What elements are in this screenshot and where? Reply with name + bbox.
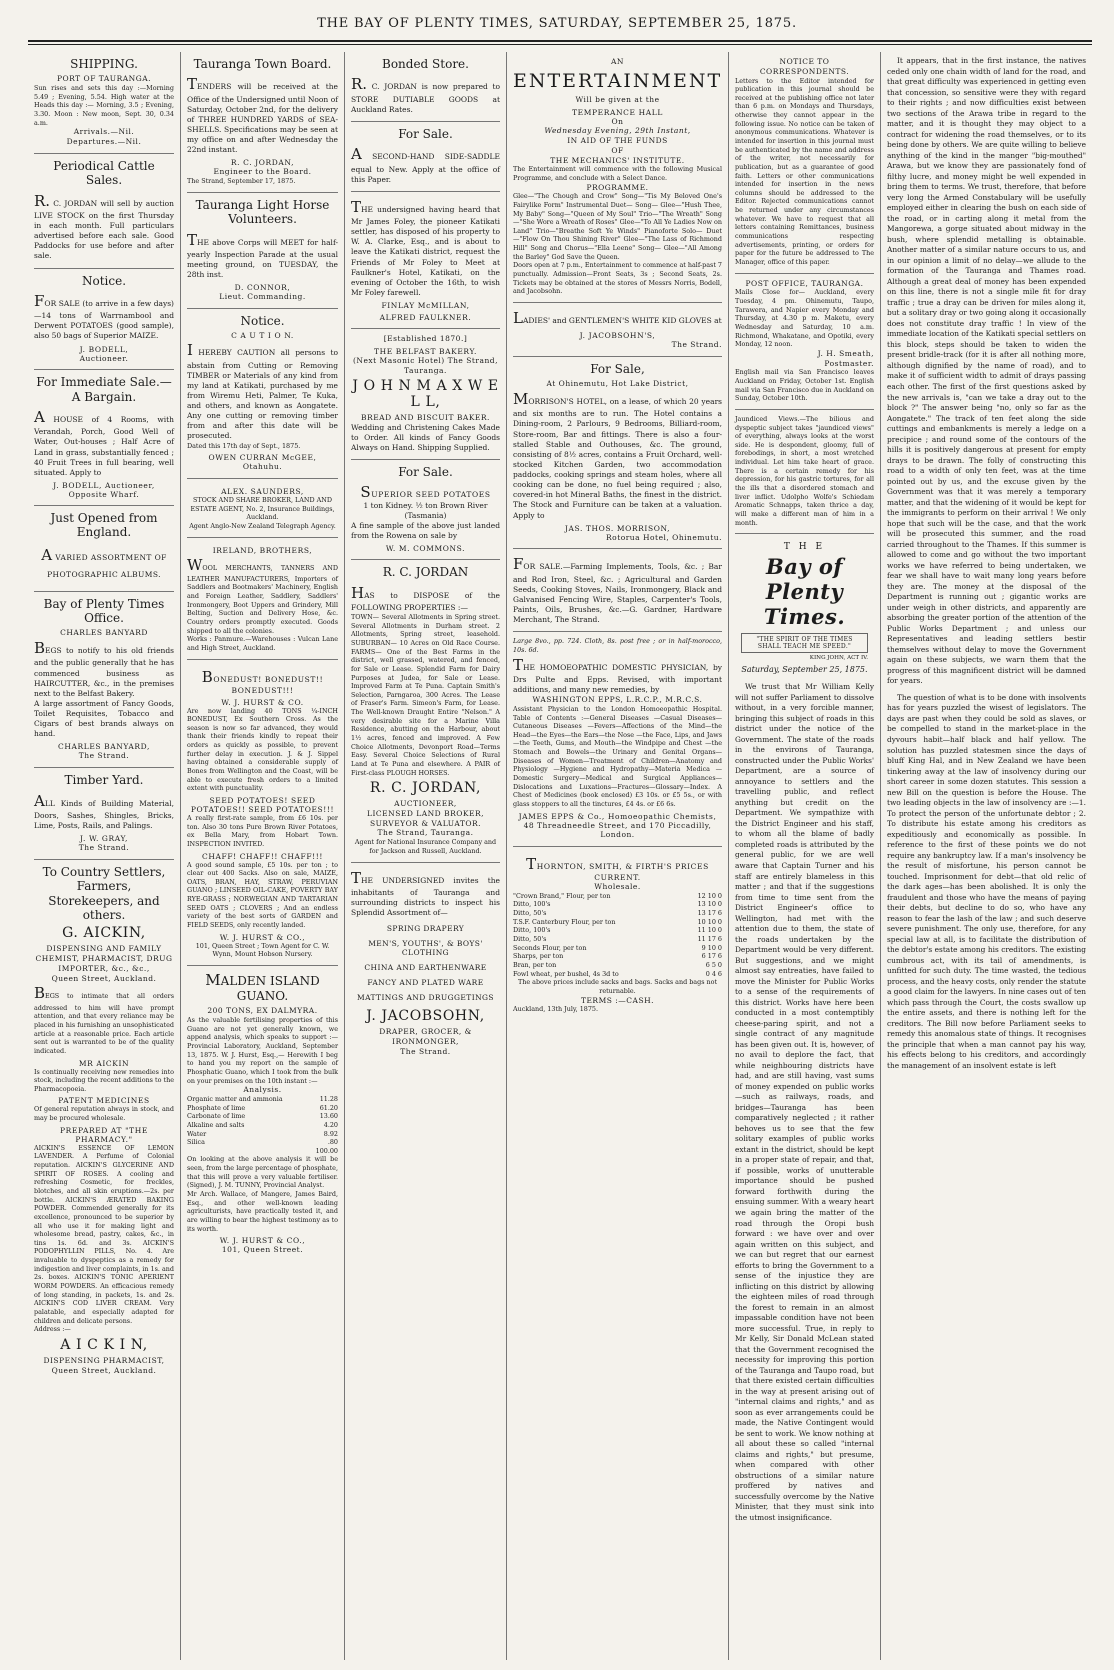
row-label: Silica [187, 1138, 205, 1147]
potatoes-sale-heading: For Sale. [398, 465, 453, 480]
price-row [513, 935, 722, 944]
light-horse-ad [187, 193, 338, 309]
homoeopathic-ad [513, 632, 722, 847]
entertainment-doors: Doors open at 7 p.m., Entertainment to commence at half-past 7 punctually. Admission—Front Seats, 3s ; Second Seats, 2s. Tickets may be obtained at the stores of Messrs Norris, Bodell, and Jacobsohn. [513, 261, 722, 296]
board-date: The Strand, September 17, 1875. [187, 177, 296, 186]
aickin-footer: A I C K I N, [60, 1336, 148, 1353]
saunders-body: STOCK AND SHARE BROKER, LAND AND ESTATE AGENT, No. 2, Insurance Buildings, Auckland. [190, 495, 335, 522]
row-value: 11.28 [319, 1094, 338, 1103]
row-label: Phosphate of lime [187, 1103, 246, 1112]
post-office-notice [735, 274, 874, 410]
epps-address: 48 Threadneedle Street, and 170 Piccadilly, London. [523, 820, 712, 840]
banyard-address: The Strand. [78, 751, 130, 761]
row-label: Ditto, 50's [513, 935, 547, 944]
patent-body: Of general reputation always in stock, and may be procured wholesale. [34, 1105, 174, 1123]
guano-subheading: 200 TONS, EX DALMYRA. [207, 1006, 318, 1016]
price-row [513, 900, 722, 909]
guano-body-2: On looking at the above analysis it will be seen, from the large percentage of phosphate, that this will prove a very valuable fertiliser. (Signed), J. M. TUNNY, Provincial Analyst. [187, 1155, 338, 1190]
foley-signature-2: ALFRED FAULKNER. [379, 313, 472, 323]
jacobsohn-lead: THE UNDERSIGNED invites the inhabitants of Tauranga and surrounding districts to inspect his Splendid Assortment of— [351, 868, 500, 918]
gardner-ad [513, 549, 722, 632]
row-value: 8.92 [323, 1129, 338, 1138]
jordan-trade: AUCTIONEER, [394, 799, 457, 809]
analysis-row [187, 1112, 338, 1121]
aickin-footer-trade: DISPENSING PHARMACIST, [43, 1355, 165, 1365]
saunders-agent: Agent Anglo-New Zealand Telegraph Agency. [189, 521, 336, 530]
row-value: 6 5 0 [705, 960, 722, 969]
post-office-signature-title: Postmaster. [824, 358, 874, 368]
editorial-date: Saturday, September 25, 1875. [741, 665, 868, 675]
analysis-label: Analysis. [243, 1085, 282, 1095]
thornton-subheading: Wholesale. [594, 882, 641, 892]
editorial-motto: "THE SPIRIT OF THE TIMES SHALL TEACH ME SPEED." [741, 633, 868, 653]
immediate-body: A HOUSE of 4 Rooms, with Verandah, Porch, Good Well of Water, Out-houses ; Half Acre of Land in grass, substantially fenced ; 40 Fruit Trees in full bearing, well situated. Apply to [34, 408, 174, 477]
entertainment-of: OF [611, 145, 624, 155]
insolvency-paragraph: The question of what is to be done with insolvents has for years puzzled the wisest of legislators. The days are past when they could be sold as slaves, or be compelled to stand in the market-place in the dyvours habit—half black and half yellow. The solution has puzzled statesmen since the days of bluff King Hal, and in New Zealand we have been tinkering away at the law of insolvency during our short career in some dozen statutes. This session a new Bill on the question is before the House. The two leading objects in the law of insolvency are :—1. To protect the person of the unfortunate debtor ; 2. To distribute his estate among his creditors as expeditiously and economically as possible. In reference to the first of these points we do not require any bankruptcy law. If a man's insolvency be the result of misfortune, his person cannot be touched. Imprisonment for debt—that old relic of the dark ages—has been abolished. It is only the fraudulent and those who have the means of paying their debts, but decline to do so, who have any reason to fear the lash of the law ; and such deserve severe punishment. The only use, therefore, for any special law at all, is to facilitate the distribution of the debtor's estate among his creditors. The existing cumbrous act, with its tail of amendments, is unfitted for such duty. The time wasted, the tedious process, and the heavy costs, only render the statute a good claim for the lawyers. In nine cases out of ten which pass through the Court, the costs swallow up the entire assets, and there is nothing left for the creditors. The Bill now before Parliament seeks to remedy this anomalous state of things. It recognises the principle that when a man cannot pay his way, his effects belong to his creditors, and accordingly the management of an insolvent estate is left [887, 692, 1086, 1070]
jacobsohn-trade: DRAPER, GROCER, & IRONMONGER, [379, 1027, 472, 1046]
horse-heading: Tauranga Light Horse Volunteers. [195, 197, 330, 227]
board-heading: Tauranga Town Board. [193, 57, 332, 71]
seed-heading: SEED POTATOES! SEED POTATOES!! SEED POTATOES!!! [190, 795, 335, 814]
bakery-heading: THE BELFAST BAKERY. [373, 346, 478, 356]
column-2 [180, 52, 344, 1660]
editorial-attribution: KING JOHN, ACT IV. [809, 655, 868, 662]
running-head: THE BAY OF PLENTY TIMES, SATURDAY, SEPTEMBER 25, 1875. [317, 16, 797, 31]
price-row [513, 918, 722, 927]
maxwell-name: J O H N M A X W E L L, [352, 378, 499, 411]
programme-list: Glee—"The Chough and Crow" Song—"Tis My Beloved One's Fairylike Form" Instrumental Duet— Song— Glee—"Hush Thee, My Baby" Song—"Queen of My Soul" Trio—"The Wreath" Song—"She Wore a Wreath of Roses" Glee—"To All Ye Ladies Now on Land" Trio—"Breathe Soft Ye Winds" Pianoforte Solo— Duet—"Flow On Thou Shining River" Glee—"The Lass of Richmond Hill" Song and Chorus—"Ella Leene" Song— Glee—"All Among the Barley" God Save the Queen. [513, 192, 722, 261]
homoeopathic-author: WASHINGTON EPPS, L.R.C.P., M.R.C.S. [532, 695, 703, 705]
bonedust-heading: BONEDUST! BONEDUST!! BONEDUST!!! [201, 667, 324, 695]
timber-body: ALL Kinds of Building Material, Doors, Sashes, Shingles, Bricks, Lime, Posts, Rails, and Palings. [34, 791, 174, 830]
jacobsohn-item: FANCY AND PLATED WARE [367, 978, 484, 988]
row-label: Sharps, per ton [513, 952, 564, 961]
hotel-heading: For Sale, [590, 361, 645, 376]
maxwell-body: Wedding and Christening Cakes Made to Order. All kinds of Fancy Goods Always on Hand. Shipping Supplied. [351, 423, 500, 453]
office-heading: Bay of Plenty Times Office. [43, 596, 165, 626]
arrivals: Arrivals.—Nil. [73, 127, 135, 137]
row-value: 10 10 0 [697, 917, 722, 926]
row-label: Ditto, 100's [513, 900, 551, 909]
caution-date: Dated this 17th day of Sept., 1875. [187, 441, 301, 450]
entertainment-heading: ENTERTAINMENT [513, 69, 723, 92]
entertainment-ad [513, 52, 722, 303]
post-office-signature: J. H. Smeath, [817, 348, 874, 358]
bakery-established: [Established 1870.] [383, 334, 468, 344]
entertainment-institute: THE MECHANICS' INSTITUTE. [550, 155, 685, 165]
ireland-body: WOOL MERCHANTS, TANNERS AND LEATHER MANUFACTURERS, Importers of Saddlers and Bootmakers' Machinery, English and Foreign Leather, Saddlery, Saddlers' Ironmongery, Boot Uppers and Grindery, Mill Belting, Suction and Delivery Hose, &c. Country orders promptly executed. Goods shipped to all the colonies. [187, 555, 338, 635]
immediate-sale-ad [34, 370, 174, 506]
horse-signature-title: Lieut. Commanding. [219, 292, 306, 302]
homoeopathic-lead: Large 8vo., pp. 724. Cloth, 8s. post free ; or in half-morocco, 10s. 6d. [513, 637, 722, 654]
hurst-body: Are now landing 40 TONS ¼-INCH BONEDUST, Ex Southern Cross. As the season is now so far advanced, they would thank their friends kindly to repeat their orders as quickly as possible, to prevent further delay in execution. J. & J. Sippel having obtained a considerable supply of Bones from Wellington and the Coast, will be able to execute fresh orders to a limited extent with punctuality. [187, 706, 338, 793]
gloves-heading: LADIES' and GENTLEMEN'S WHITE KID GLOVES at [513, 308, 722, 327]
correspondents-body: Letters to the Editor intended for publication in this journal should be received at the publishing office not later than 6 p.m. on Mondays and Thursdays, otherwise they cannot appear in the following issue. No notice can be taken of anonymous communications. Whatever is intended for insertion in this journal must be authenticated by the name and address of the writer, not necessarily for publication, but as a guarantee of good faith. Letters or other communications intended for insertion in the news columns should be addressed to the Editor. Rejected communications cannot be returned under any circumstances whatever. We have to request that all letters containing Remittances, business communications respecting advertisements, printing, or orders for paper for the future be addressed to The Manager, office of this paper. [735, 76, 874, 266]
hotel-sale-ad [513, 357, 722, 550]
homoeopathic-body: Assistant Physician to the London Homoeopathic Hospital. Table of Contents :—General Diseases —Casual Diseases—Cutaneous Diseases —Fevers—Affections of the Mind—the Head—the Eyes—the Ears—the Nose —the Face, Lips, and Jaws—the Teeth, Gums, and Mouth—the Windpipe and Chest —the Stomach and Bowels—the Urinary and Genital Organs—Diseases of Women—Treatment of Children—Anatomy and Physiology —Hygiene and Hydropathy—Materia Medica —Domestic Surgery—Medical and Surgical Appliances—Dislocations and Luxations—Fractures—Glossary—Index. A Chest of Medicines (book enclosed) £3 10s. or £5 5s., or with glass stoppers to all the tinctures, £4 4s. or £6 6s. [513, 704, 722, 808]
editorial-continued [887, 52, 1086, 1072]
saddle-body: A SECOND-HAND SIDE-SADDLE equal to New. Apply at the office of this Paper. [351, 145, 500, 184]
hurst-signature: W. J. HURST & CO., [219, 932, 306, 942]
price-row [513, 892, 722, 901]
thornton-date: Auckland, 13th July, 1875. [513, 1005, 598, 1014]
thornton-terms: TERMS :—CASH. [580, 995, 655, 1005]
jacobsohn-item: MATTINGS AND DRUGGETINGS [357, 993, 494, 1003]
gloves-ad [513, 303, 722, 357]
bakery-address: (Next Masonic Hotel) The Strand, Tauranga. [353, 355, 498, 375]
caution-signature: OWEN CURRAN McGEE, [208, 453, 317, 463]
ireland-works: Works : Panmure.—Warehouses : Vulcan Lane and High Street, Auckland. [187, 635, 338, 652]
banyard-ad [34, 592, 174, 769]
row-label: Ditto, 100's [513, 926, 551, 935]
row-label: Carbonate of lime [187, 1112, 246, 1121]
aickin-address: Queen Street, Auckland. [51, 973, 157, 983]
jacobsohn-address: The Strand. [400, 1046, 451, 1056]
row-label: Bran, per ton [513, 960, 557, 969]
entertainment-given: Will be given at the [575, 94, 660, 104]
row-value: 12 10 0 [697, 891, 722, 900]
albums-ad [34, 506, 174, 592]
column-5 [728, 52, 880, 1660]
price-row [513, 909, 722, 918]
aickin-ad [34, 860, 174, 1381]
saunders-ad [187, 479, 338, 538]
analysis-table [187, 1095, 338, 1147]
analysis-row [187, 1095, 338, 1104]
row-value: 9 10 0 [701, 943, 722, 952]
guano-address: 101, Queen Street. [221, 1245, 304, 1255]
column-3 [344, 52, 506, 1660]
port-heading: PORT OF TAURANGA. [56, 74, 152, 84]
prices-table [513, 892, 722, 978]
price-row [513, 944, 722, 953]
bonded-body: R. C. JORDAN is now prepared to STORE DUTIABLE GOODS at Auckland Rates. [351, 75, 500, 114]
saddle-heading: For Sale. [398, 126, 453, 141]
foley-ad [351, 192, 500, 329]
gloves-address: The Strand. [671, 340, 722, 350]
timber-address: The Strand. [78, 843, 130, 853]
gardner-body: FOR SALE.—Farming Implements, Tools, &c. ; Bar and Rod Iron, Steel, &c. ; Agricultural and Garden Seeds, Cooking Stoves, Nails, Ironmongery, Black and Galvanised Fencing Wire, Staples, Carpenter's Tools, Paints, Oils, Brushes, &c.—G. Gardner, Hardware Merchant, The Strand. [513, 555, 722, 625]
albums-title: PHOTOGRAPHIC ALBUMS. [47, 569, 161, 579]
mr-aickin: MR AICKIN [78, 1058, 130, 1068]
potatoes-body: A fine sample of the above just landed from the Rowena on sale by [351, 521, 500, 541]
guano-body: As the valuable fertilising properties of this Guano are not yet generally known, we append analysis, which speaks to support :— Provincial Laboratory, Auckland, September 13, 1875. W. J. Hurst, Esq.,— Herewith I beg to hand you my report on the sample of Phosphatic Guano, which I took from the bulk on your premises on the 10th instant :— [187, 1016, 338, 1085]
row-label: Alkaline and salts [187, 1120, 245, 1129]
masthead-rule-thin [28, 44, 1092, 45]
row-value: 13 17 6 [697, 909, 722, 918]
shipping-body: Sun rises and sets this day :—Morning 5.49 ; Evening, 5.54. High water at the Heads this day :— Morning, 3.5 ; Evening, 3.30. Moon : New moon, Sept. 30, 0.34 a.m. [34, 84, 174, 127]
row-value: 11 10 0 [697, 926, 722, 935]
jordan-lead: HAS to DISPOSE of the FOLLOWING PROPERTIES :— [351, 583, 500, 612]
post-office-heading: POST OFFICE, TAURANGA. [745, 278, 864, 288]
masthead-rule [28, 40, 1092, 42]
seed-potatoes-ad [351, 460, 500, 560]
guano-signature: W. J. HURST & CO., [219, 1236, 306, 1246]
cattle-sales-ad [34, 154, 174, 269]
bonded-heading: Bonded Store. [382, 57, 469, 71]
aickin-body: BEGS to intimate that all orders addressed to him will have prompt attention, and that every reliance may be placed in his furnishing an unsophisticated article at a reasonable price. Each article sent out is warranted to be of the quality indicated. [34, 984, 174, 1055]
thornton-note: The above prices include sacks and bags. Sacks and bags not returnable. [517, 978, 718, 995]
editorial-masthead [735, 534, 874, 678]
row-label: Fowl wheat, per bushel, 4s 3d to [513, 969, 619, 978]
guano-body-3: Mr Arch. Wallace, of Mangere, James Baird, Esq., and other well-known leading agriculturists, have practically tested it, and are willing to bear the highest testimony as to its worth. [187, 1189, 338, 1233]
immediate-heading: For Immediate Sale.—A Bargain. [36, 375, 172, 404]
editorial-title: Bay of Plenty Times. [763, 554, 846, 630]
caution-ad [187, 309, 338, 479]
mr-aickin-body: Is continually receiving new remedies into stock, including the recent additions to the Pharmacopoeia. [34, 1067, 174, 1093]
post-office-note: English mail via San Francisco leaves Auckland on Friday, October 1st. English mail via San Francisco due in Auckland on Sunday, October 10th. [735, 368, 874, 403]
timber-heading: Timber Yard. [64, 773, 144, 788]
jacobsohn-item: MEN'S, YOUTHS', & BOYS' CLOTHING [368, 939, 483, 958]
analysis-row [187, 1121, 338, 1130]
hurst-ad [187, 660, 338, 966]
entertainment-body: The Entertainment will commence with the following Musical Programme, and conclude with a Select Dance. [513, 165, 722, 182]
jacobsohn-signature: J. JACOBSOHN, [366, 1008, 485, 1025]
maxwell-trade: BREAD AND BISCUIT BAKER. [361, 413, 490, 423]
row-value: 61.20 [319, 1103, 338, 1112]
address-label: Address :— [34, 1325, 71, 1334]
analysis-row [187, 1138, 338, 1147]
foley-signature: FINLAY McMILLAN, [381, 301, 470, 311]
row-label: Seconds Flour, per ton [513, 943, 587, 952]
cattle-heading: Periodical Cattle Sales. [53, 158, 155, 188]
prepared-heading: PREPARED AT "THE PHARMACY." [60, 1125, 148, 1144]
seed-body: A really first-rate sample, from £6 10s. per ton. Also 30 tons Pure Brown River Potatoes, ex Bella Mary, from Hobart Town. INSPECTION INVITED. [187, 813, 338, 848]
potatoes-signature: W. M. COMMONS. [385, 544, 466, 554]
ireland-ad [187, 538, 338, 660]
shipping-notice [34, 52, 174, 154]
thornton-heading: THORNTON, SMITH, & FIRTH'S PRICES CURRENT. [526, 855, 709, 883]
notice-signature: J. BODELL, [79, 344, 129, 354]
jordan-properties-ad [351, 560, 500, 862]
jacobsohn-ad [351, 863, 500, 1063]
aickin-footer-address: Queen Street, Auckland. [51, 1365, 157, 1375]
potatoes-heading: SUPERIOR SEED POTATOES [360, 482, 491, 501]
settlers-heading: To Country Settlers, Farmers, Storekeepers, and others. [42, 864, 166, 923]
hurst-address: 101, Queen Street ; Town Agent for C. W. Wynn, Mount Hobson Nursery. [195, 941, 330, 959]
row-label: T.S.F. Canterbury Flour, per ton [513, 917, 616, 926]
timber-yard-ad [34, 768, 174, 860]
horse-body: THE above Corps will MEET for half-yearly Inspection Parade at the usual meeting ground, on TUESDAY, the 28th inst. [187, 230, 338, 280]
caution-heading: C A U T I O N. [231, 331, 294, 341]
belfast-bakery-ad [351, 329, 500, 460]
cattle-body: R. C. JORDAN will sell by auction LIVE STOCK on the first Thursday in each month. Full particulars advertised before each sale. Good Paddocks for use before and after sale. [34, 191, 174, 261]
jaundiced-views-ad [735, 410, 874, 534]
ireland-heading: IRELAND, BROTHERS, [212, 545, 313, 555]
editorial-the: T H E [783, 542, 826, 553]
bonded-store-ad [351, 52, 500, 122]
chaff-heading: CHAFF! CHAFF!! CHAFF!!! [202, 851, 323, 861]
analysis-row [187, 1104, 338, 1113]
notice-signature-title: Auctioneer. [79, 353, 129, 363]
thornton-prices-ad [513, 847, 722, 1020]
post-office-body: Mails Close for— Auckland, every Tuesday, 4 pm. Ohinemutu, Taupo, Tarawera, and Napier every Monday and Thursday, at 4.30 p m. Maketu, every Wednesday and Saturday, 10 a.m. Richmond, Whakatane, and Opotiki, every Monday, 12 noon. [735, 288, 874, 349]
guano-ad [187, 966, 338, 1261]
patent-heading: PATENT MEDICINES [58, 1096, 150, 1106]
notice-body: FOR SALE (to arrive in a few days) —14 tons of Warrnambool and Derwent POTATOES (good sample), also 50 bags of Superior MAIZE. [34, 291, 174, 341]
hotel-body: MORRISON'S HOTEL, on a lease, of which 20 years and six months are to run. The Hotel contains a Dining-room, 2 Parlours, 9 Bedrooms, Billiard-room, Store-room, Bar and fittings. There is also a four-stalled Stable and Outhouses, &c. The ground, consisting of 8½ acres, contains a Fruit Orchard, well-stocked Kitchen Garden, two accommodation paddocks, cooking springs and steam holes, where all cooking can be done, no fuel being required ; also, covered-in hot Mineral Baths, the finest in the district. The Stock and Furniture can be taken at a valuation. Apply to [513, 390, 722, 520]
entertainment-date: Wednesday Evening, 29th Instant, [544, 126, 691, 136]
saunders-heading: ALEX. SAUNDERS, [221, 486, 304, 496]
price-row [513, 961, 722, 970]
row-value: 13 10 0 [697, 900, 722, 909]
foley-body: THE undersigned having heard that Mr James Foley, the pioneer Katikati settler, has disposed of his property to W. A. Clarke, Esq., and is about to leave the Katikati district, request the Friends of Mr Foley to Meet at Faulkner's Hotel, Katikati, on the evening of October the 16th, to wish Mr Foley farewell. [351, 197, 500, 297]
potatoes-items: 1 ton Kidney. ½ ton Brown River (Tasmania) [363, 500, 488, 520]
correspondents-heading: NOTICE TO CORRESPONDENTS. [759, 57, 850, 76]
town-board-ad [187, 52, 338, 193]
epps-signature: JAMES EPPS & Co., Homoeopathic Chemists, [518, 811, 717, 821]
analysis-row [187, 1130, 338, 1139]
row-value: 11 17 6 [697, 935, 722, 944]
banyard-body-2: A large assortment of Fancy Goods, Toilet Requisites, Tobacco and Cigars of best brands always on hand. [34, 698, 174, 739]
jordan-trade-2: LICENSED LAND BROKER, SURVEYOR & VALUATOR. [366, 808, 484, 828]
aickin-name: G. AICKIN, [62, 925, 146, 942]
banyard-heading: CHARLES BANYARD [60, 628, 148, 638]
jacobsohn-item: SPRING DRAPERY [386, 924, 465, 934]
gloves-signature: J. JACOBSOHN'S, [579, 331, 656, 341]
chaff-body: A good sound sample, £5 10s. per ton ; to clear out 400 Sacks. Also on sale, MAIZE, OATS, BRAN, HAY, STRAW, PERUVIAN GUANO ; LINSEED OIL-CAKE, POVERTY BAY RYE-GRASS ; NORWEGIAN AND TARTARIAN SEED OATS ; CLOVERS ; And an endless variety of the best sorts of GARDEN and FIELD SEEDS, only recently landed. [187, 860, 338, 929]
timber-signature: J. W. GRAY, [79, 834, 129, 844]
editorial-paragraph: We trust that Mr William Kelly will not suffer Parliament to dissolve without, in a very forcible manner, bringing this subject of roads in this district under the notice of the Government. The state of the roads in the environs of Tauranga, constructed under the Public Works' Department, are a source of annoyance to settlers and the travelling public, and reflect anything but credit on the Department. We sympathize with the District Engineer and his staff, to whom all the blame of badly completed roads is attributed by the general public, for we are well aware that Captain Turner and his staff are entirely blameless in this matter ; and that if the suggestions from time to time sent from the District Engineer's office to Wellington, had met with the attention due to them, the state of the roads undertaken by the Department would be very different. But suggestions, and we might almost say entreaties, have failed to move the Minister for Public Works to a sense of the requirements of this district. Works have here been conducted in a most contemptibly cheese-paring spirit, and not a single contract of any magnitude has been given out. It is, however, of no avail to deplore the fact, that while neighbouring districts have had, and are still having, vast sums of money expended on public works—such as railways, roads, and bridges—Tauranga has been comparatively neglected ; it rather behoves us to see that the few solitary examples of public works extant in the district, should be kept in a proper state of repair, and that, if possible, works of unutterable importance should be pushed forward forthwith during the ensuing summer. With a weary heart we again bring the matter of the road through the Oropi bush forward : we have over and over again written on this subject, and we can but regret that our earnest efforts to bring the Government to a sense of the injustice they are inflicting on this district by allowing the eighteen miles of road through the forest to remain in an almost impassable condition have not been more successful. True, in reply to Mr Kelly, Sir Donald McLean stated that the Government recognised the necessity for improving this portion of the Tauranga and Taupo road, but that there existed certain difficulties in the way at present arising out of "internal claims and rights," and as soon as ever arrangements could be made, the Native Contingent would be sent to work. We know nothing at all about these so called "internal claims and rights," but presume, when compared with other obstructions of a similar nature proffered by natives and successfully overcome by the Native Minister, that they must sink into the utmost insignificance. [735, 682, 874, 1522]
row-value: 4.20 [323, 1120, 338, 1129]
row-label: Organic matter and ammonia [187, 1094, 283, 1103]
jordan-agent: Agent for National Insurance Company and for Jackson and Russell, Auckland. [354, 838, 497, 855]
programme-heading: PROGRAMME. [586, 182, 649, 192]
board-body: TENDERS will be received at the Office of the Undersigned until Noon of Saturday, October 2nd, for the delivery of THREE HUNDRED YARDS of SEA-SHELLS. Specifications may be seen at my office on and after Wednesday the 22nd instant. [187, 75, 338, 155]
shipping-heading: SHIPPING. [70, 57, 138, 71]
board-signature-title: Engineer to the Board. [213, 167, 312, 177]
analysis-total: 100.00 [315, 1146, 338, 1155]
england-heading: Just Opened from England. [50, 510, 158, 540]
hotel-subheading: At Ohinemutu, Hot Lake District, [546, 379, 689, 389]
jaundiced-body: Jaundiced Views.—The bilious and dyspeptic subject takes "jaundiced views" of everything, always looks at the worst side. He is despondent, gloomy, full of forebodings, in short, a most wretched individual. Let him take heart of grace. There is a certain remedy for his depression, for his gastric tortures, for all the ills that a disordered stomach and liver inflict. Udolpho Wolfe's Schiedam Aromatic Schnapps, taken thrice a day, will make a different man of him in a month. [735, 414, 874, 527]
row-value: 6 17 6 [701, 952, 722, 961]
saddle-ad [351, 122, 500, 192]
entertainment-hall: TEMPERANCE HALL [572, 107, 663, 117]
jordan-signature: R. C. JORDAN, [369, 780, 482, 797]
row-value: .80 [327, 1138, 338, 1147]
price-row [513, 926, 722, 935]
caution-body: I HEREBY CAUTION all persons to abstain from Cutting or Removing TIMBER or Materials of any kind from my land at Katikati, purchased by me from Wiremu Heti, Palmer, Te Kuka, and others, and known as Aongatete. Any one cutting or removing timber from and after this date will be prosecuted. [187, 341, 338, 441]
hotel-signature: JAS. THOS. MORRISON, [564, 523, 671, 533]
entertainment-aid: IN AID OF THE FUNDS [567, 136, 668, 145]
potatoes-notice [34, 269, 174, 371]
row-value: 13.60 [319, 1112, 338, 1121]
editorial-roads [735, 678, 874, 1523]
row-label: Water [187, 1129, 207, 1138]
caution-notice-heading: Notice. [240, 313, 285, 328]
column-4 [506, 52, 728, 1660]
price-row [513, 952, 722, 961]
row-value: 0 4 6 [705, 969, 722, 978]
correspondents-notice [735, 52, 874, 274]
entertainment-on: On [611, 116, 624, 126]
homoeopathic-heading: THE HOMOEOPATHIC DOMESTIC PHYSICIAN, by Drs Pulte and Epps. Revised, with important additions, and many new remedies, by [513, 655, 722, 695]
hotel-signature-place: Rotorua Hotel, Ohinemutu. [606, 532, 722, 542]
hurst-name: W. J. HURST & CO. [221, 697, 304, 707]
price-row [513, 970, 722, 979]
row-label: "Crown Brand," Flour, per ton [513, 891, 611, 900]
row-label: Ditto, 50's [513, 909, 547, 918]
board-signature: R. C. JORDAN, [230, 158, 295, 168]
entertainment-an: AN [611, 57, 624, 66]
column-1 [28, 52, 180, 1660]
prepared-body: AICKIN'S ESSENCE OF LEMON LAVENDER. A Perfume of Colonial reputation. AICKIN'S GLYCERINE AND SPIRIT OF ROSES. A cooling and refreshing Cosmetic, for freckles, blotches, and all skin eruptions.—2s. per bottle. AICKIN'S ÆRATED BAKING POWDER. Commended generally for its excellence, pronounced to be superior by all who use it for making light and wholesome bread, pastry, cakes, &c., in tins 1s. 6d. and 3s. AICKIN'S PODOPHYLLIN PILLS, No. 4. Are invaluable to dyspeptics as a remedy for indigestion and liver complaints, in 1s. and 2s. boxes. AICKIN'S TONIC APERIENT WORM POWDERS. An efficacious remedy of long standing, in packets, 1s. and 2s. AICKIN'S COD LIVER CREAM. Very palatable, and especially adapted for children and delicate persons. [34, 1143, 174, 1325]
notice-heading: Notice. [81, 273, 127, 288]
immediate-signature: J. BODELL, Auctioneer, Opposite Wharf. [53, 480, 155, 499]
jordan-address: The Strand, Tauranga. [377, 828, 474, 838]
caution-signature-place: Otahuhu. [242, 462, 283, 472]
banyard-body: BEGS to notify to his old friends and the public generally that he has commenced business as HAIRCUTTER, &c., in the premises next to the Belfast Bakery. [34, 639, 174, 698]
editorial-paragraph: It appears, that in the first instance, the natives ceded only one chain width of land for the road, and that great difficulty was experienced in getting even that concession, so sensitive were they with regard to their rights ; and now difficulties exist between two sections of the Arawa tribe in regard to the matter, and it is thought they may object to a contract for widening the road themselves, or to its being done by others. We are quite willing to believe anything of the kind in the manger "big-mouthed" Arawa, but we know they are passionately fond of filthy lucre, and money might be well expended in bring them to terms. We trust, therefore, that before very long the Armed Constabulary will be usefully employed either in clearing the bush on each side of the road, or in carting along it metal from the Mangorewa, a gorge situated about midway in the bush, where splendid metalling is obtainable. Another matter of a similar nature occurs to us, and in our opinion a limit of no delay—we allude to the formation of the Tauranga and Thames road. Although a great deal of money has been expended on this line, there is not a single mile fit for dray traffic ; true a dray can be driven for miles along it, but a solitary dray or two going along it occasionally does not constitute dray traffic ! In view of the immediate location of the Katikati special settlers on this block, steps should be taken to widen the present bridle-track (for it is after all nothing more, although dignified by the name of road), and to make it of sufficient width to admit of drays passing each other. The first of the first questions asked by the new arrivals is, "can we take a dray out to the block ?" The answer being "no, only so far as the Aongatete." The track of ten feet along the side cuttings and embankments is merely a ledge on a precipice ; and round some of the contours of the hills it is positively dangerous at present for empty drays to be drawn. The folly of constructing this road to a width of only ten feet, was at the time pointed out by us, and the excuse given by the Government was that it was merely a temporary matter, and that the widening of it would be kept for the immigrants to perform on their arrival ! We only hope that such will be the case, and that the work will be prosecuted this summer, and the road carried throughout to the Thames. If this summer is allowed to come and go without the two important works we have referred to being undertaken, we fear we shall have to wait many long years before they are. The money at the disposal of the Department is running out ; gigantic works are under weigh in other districts, and apparently are absorbing the greater portion of the attention of the Public Works Department ; and unless our Representatives and leading settlers bestir themselves without delay to move the Government again on these subjects, we warn them that the progress of this magnificent district will be damned for years. [887, 56, 1086, 686]
column-6 [880, 52, 1092, 1660]
albums-lead: A VARIED ASSORTMENT OF [41, 545, 167, 564]
departures: Departures.—Nil. [66, 137, 142, 147]
banyard-signature: CHARLES BANYARD, [58, 742, 150, 752]
jordan-body: TOWN— Several Allotments in Spring street. Several Allotments in Durham street. 2 Allotments, Spring street, leasehold. SUBURBAN— 10 Acres on Old Race Course. FARMS— One of the Best Farms in the district, well grassed, watered, and fenced, for Sale or Lease. Splendid Farm for Dairy Purposes at Judea, for Sale or Lease. Improved Farm at Te Puna. Captain Smith's Selection, Parngaroa, 300 Acres. The Lease of Fraser's Farm. Simeon's Farm, for Lease. The Well-known Draught Entire "Nelson." A very desirable site for a Marine Villa Residence, abutting on the Harbour, about 1½ acres, fenced and improved. A Few Choice Allotments, Devonport Road—Terms Easy. Several Choice Selections of Rural Land at Te Puna and elsewhere. A PAIR of First-class PLOUGH HORSES. [351, 613, 500, 777]
guano-heading: MALDEN ISLAND GUANO. [205, 970, 320, 1003]
jacobsohn-item: CHINA AND EARTHENWARE [364, 963, 487, 973]
horse-signature: D. CONNOR, [234, 283, 291, 293]
jordan-heading: R. C. JORDAN [382, 565, 469, 580]
aickin-trade: DISPENSING AND FAMILY CHEMIST, PHARMACIST, DRUG IMPORTER, &c., &c., [35, 944, 173, 973]
